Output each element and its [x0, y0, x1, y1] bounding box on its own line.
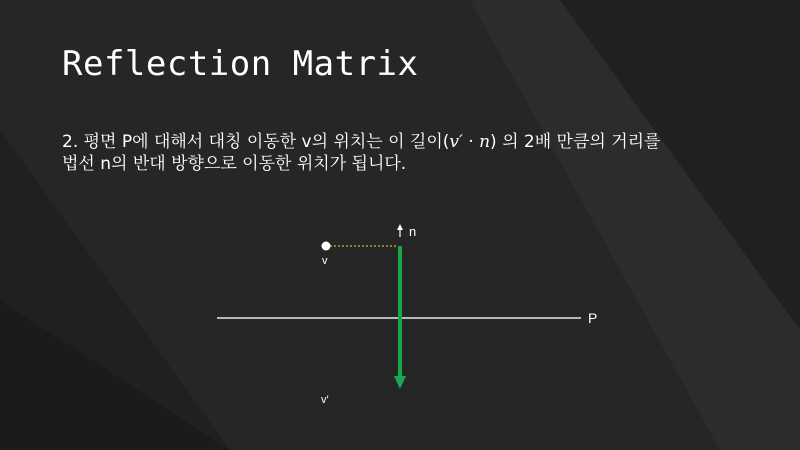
reflection-arrow-head	[394, 376, 406, 389]
paragraph-line1-prefix: 2. 평면 P에 대해서 대칭 이동한 v의 위치는 이 길이(	[62, 132, 450, 152]
slide-title: Reflection Matrix	[62, 44, 419, 84]
paragraph-line2: 법선 n의 반대 방향으로 이동한 위치가 됩니다.	[62, 154, 407, 174]
normal-vector-arrowhead	[397, 224, 403, 230]
math-expression: v′ · n	[449, 132, 491, 152]
label-plane-p: P	[588, 310, 598, 326]
label-v-prime: v′	[321, 394, 329, 406]
point-v	[322, 242, 331, 251]
paragraph-line1-suffix: ) 의 2배 만큼의 거리를	[490, 132, 661, 152]
label-v: v	[322, 255, 328, 267]
label-n: n	[409, 224, 417, 239]
